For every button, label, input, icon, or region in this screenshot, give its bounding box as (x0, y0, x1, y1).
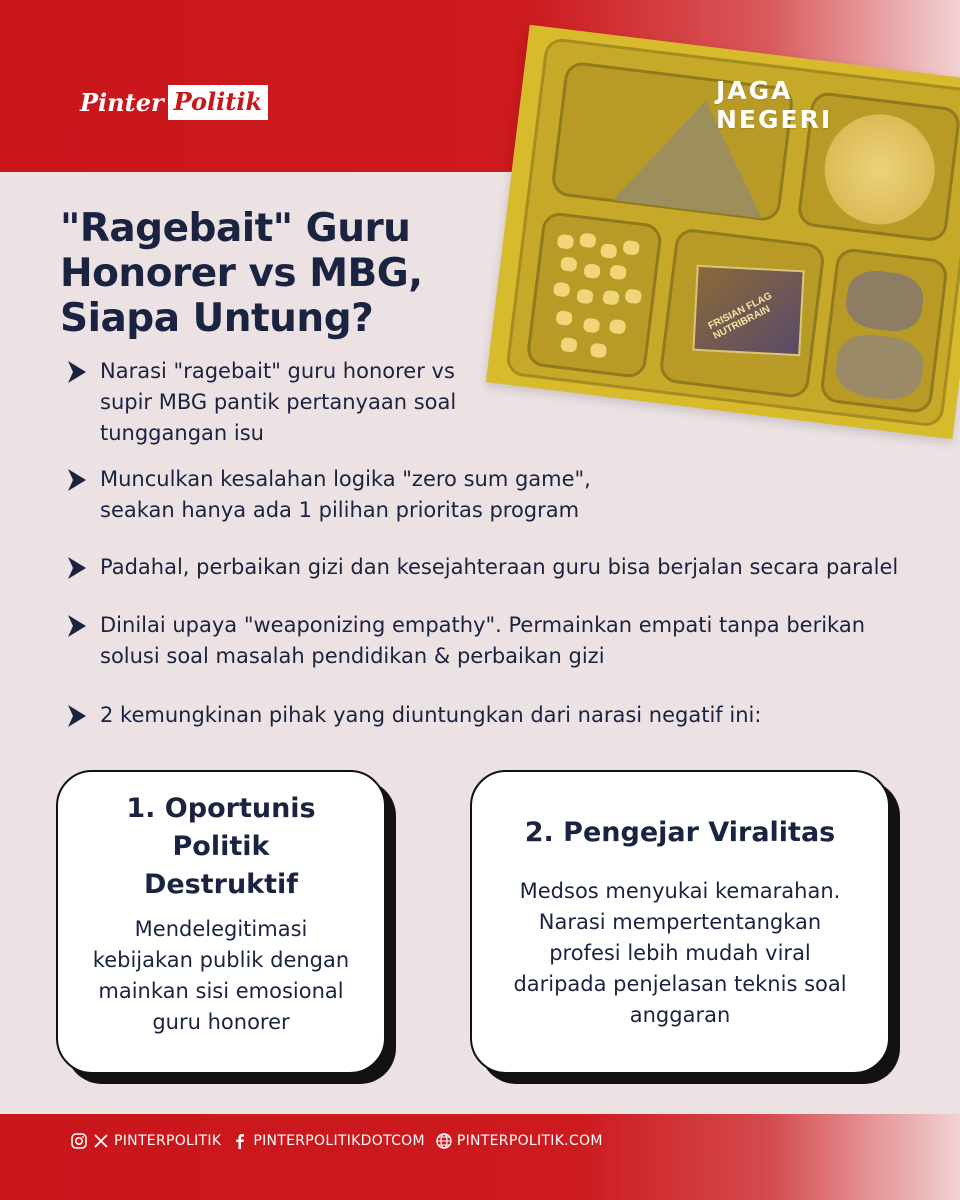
bullet-item-2 (64, 464, 624, 526)
corn-kernel (602, 290, 620, 306)
bullet-text: Narasi "ragebait" guru honorer vs supir MBG pantik pertanyaan soal tunggangan isu (100, 359, 457, 445)
card-description: Medsos menyukai kemarahan. Narasi mempertentangkan profesi lebih mudah viral daripada penjelasan teknis soal anggaran (513, 879, 847, 1027)
fried-food (833, 331, 926, 403)
card-oportunis-politik (56, 770, 386, 1074)
corn-kernel (579, 232, 597, 248)
tray-compartment-fried (819, 247, 949, 414)
instagram-icon[interactable] (70, 1132, 88, 1150)
chevron-right-icon (64, 703, 90, 729)
corn-kernel (583, 318, 601, 334)
bullet-item-4 (64, 610, 904, 672)
corn-kernel (625, 288, 643, 304)
bullet-text: 2 kemungkinan pihak yang diuntungkan dari narasi negatif ini: (100, 703, 762, 727)
corn-kernel (557, 234, 575, 250)
website-link[interactable]: PINTERPOLITIK.COM (456, 1133, 603, 1149)
card-title: 2. Pengejar Viralitas (524, 817, 836, 848)
tray-compartment-corn (525, 211, 663, 379)
corn-kernel (555, 310, 573, 326)
corn-kernel (583, 263, 601, 279)
corn-kernel (590, 343, 608, 359)
milk-box (692, 265, 804, 357)
corn-kernel (576, 289, 594, 305)
bullet-text: Dinilai upaya "weaponizing empathy". Permainkan empati tanpa berikan solusi soal masalah pendidikan & perbaikan gizi (100, 613, 866, 668)
bullet-item-5 (64, 700, 904, 731)
chevron-right-icon (64, 555, 90, 581)
social-handle[interactable]: PINTERPOLITIK (114, 1133, 222, 1149)
chevron-right-icon (64, 613, 90, 639)
footer-social-row (70, 1132, 603, 1150)
milk-box-label: FRISIAN FLAG NUTRIBRAIN (706, 290, 774, 342)
logo-word-politik: Politik (168, 85, 268, 120)
page-title: "Ragebait" Guru Honorer vs MBG, Siapa Untung? (60, 206, 423, 341)
chevron-right-icon (64, 467, 90, 493)
card-pengejar-viralitas (470, 770, 890, 1074)
card-title: 1. Oportunis Politik Destruktif (126, 793, 316, 900)
corn-kernel (609, 319, 627, 335)
corn-kernel (609, 264, 627, 280)
card-description: Mendelegitimasi kebijakan publik dengan mainkan sisi emosional guru honorer (92, 917, 350, 1034)
corn-kernel (622, 240, 640, 256)
globe-icon[interactable] (435, 1132, 453, 1150)
facebook-icon[interactable] (231, 1132, 249, 1150)
bullet-text: Munculkan kesalahan logika "zero sum game", seakan hanya ada 1 pilihan prioritas program (100, 467, 591, 522)
bullet-item-3 (64, 552, 944, 583)
tagline-jaga-negeri: JAGA NEGERI (716, 76, 833, 134)
footer-band (0, 1114, 960, 1200)
chevron-right-icon (64, 359, 90, 385)
pinterpolitik-logo (80, 82, 268, 122)
bullet-item-1 (64, 356, 484, 449)
corn-kernel (553, 282, 571, 298)
fried-food (843, 268, 926, 335)
bullet-text: Padahal, perbaikan gizi dan kesejahteraan guru bisa berjalan secara paralel (100, 555, 899, 579)
corn-kernel (560, 256, 578, 272)
logo-word-pinter: Pinter (80, 87, 164, 117)
facebook-handle[interactable]: PINTERPOLITIKDOTCOM (253, 1133, 425, 1149)
x-twitter-icon[interactable] (92, 1132, 110, 1150)
tray-compartment-milk (658, 227, 826, 399)
corn-kernel (560, 337, 578, 353)
corn-kernel (600, 243, 618, 259)
